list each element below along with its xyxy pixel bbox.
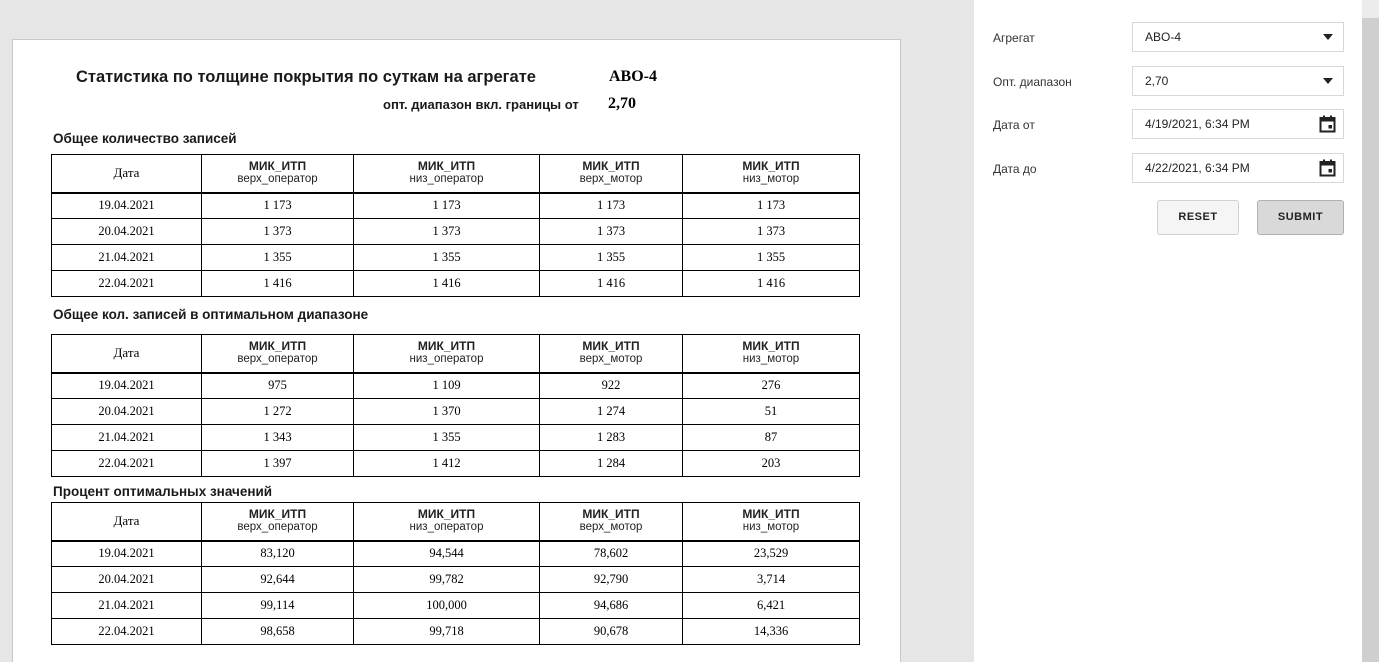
- cell-date: 20.04.2021: [52, 399, 202, 425]
- cell-value: 23,529: [683, 541, 860, 567]
- col-header: МИК_ИТП верх_оператор: [202, 335, 354, 373]
- cell-value: 1 343: [202, 425, 354, 451]
- date-from-label: Дата от: [993, 118, 1035, 132]
- col-header: МИК_ИТП верх_мотор: [540, 155, 683, 193]
- cell-value: 1 373: [354, 219, 540, 245]
- col-header: МИК_ИТП верх_мотор: [540, 503, 683, 541]
- table-header-row: [52, 503, 860, 541]
- cell-value: 3,714: [683, 567, 860, 593]
- cell-value: 78,602: [540, 541, 683, 567]
- col-header: МИК_ИТП низ_мотор: [683, 503, 860, 541]
- cell-value: 1 173: [683, 193, 860, 219]
- table-row: [52, 619, 860, 645]
- cell-value: 1 355: [354, 425, 540, 451]
- cell-date: 22.04.2021: [52, 271, 202, 297]
- col-header: МИК_ИТП верх_оператор: [202, 503, 354, 541]
- table-header-row: [52, 155, 860, 193]
- table-row: [52, 245, 860, 271]
- cell-value: 1 370: [354, 399, 540, 425]
- cell-value: 276: [683, 373, 860, 399]
- table-row: [52, 271, 860, 297]
- report-subtitle: опт. диапазон вкл. границы от: [383, 97, 579, 112]
- cell-date: 19.04.2021: [52, 373, 202, 399]
- col-header: МИК_ИТП низ_оператор: [354, 155, 540, 193]
- cell-value: 99,782: [354, 567, 540, 593]
- report-aggregate: ABO-4: [609, 68, 657, 85]
- cell-value: 1 373: [540, 219, 683, 245]
- cell-date: 22.04.2021: [52, 451, 202, 477]
- table-row: [52, 373, 860, 399]
- cell-date: 22.04.2021: [52, 619, 202, 645]
- cell-date: 19.04.2021: [52, 541, 202, 567]
- cell-value: 1 373: [202, 219, 354, 245]
- cell-value: 1 412: [354, 451, 540, 477]
- cell-value: 1 272: [202, 399, 354, 425]
- col-header-date: Дата: [52, 503, 202, 541]
- cell-value: 98,658: [202, 619, 354, 645]
- col-header: МИК_ИТП низ_мотор: [683, 335, 860, 373]
- cell-value: 203: [683, 451, 860, 477]
- records-optimal-table: [51, 334, 860, 477]
- calendar-icon[interactable]: [1319, 115, 1336, 133]
- cell-date: 21.04.2021: [52, 245, 202, 271]
- chevron-down-icon: [1323, 78, 1333, 84]
- range-select[interactable]: [1132, 66, 1344, 96]
- cell-date: 21.04.2021: [52, 425, 202, 451]
- scrollbar-thumb[interactable]: [1362, 18, 1379, 662]
- cell-value: 1 416: [202, 271, 354, 297]
- table-row: [52, 451, 860, 477]
- aggregate-label: Агрегат: [993, 31, 1035, 45]
- cell-value: 1 355: [540, 245, 683, 271]
- aggregate-select[interactable]: [1132, 22, 1344, 52]
- date-to-label: Дата до: [993, 162, 1037, 176]
- report-page: [12, 39, 901, 662]
- section-title: Общее количество записей: [53, 131, 237, 146]
- cell-value: 1 416: [354, 271, 540, 297]
- cell-value: 92,644: [202, 567, 354, 593]
- chevron-down-icon: [1323, 34, 1333, 40]
- cell-value: 1 355: [354, 245, 540, 271]
- cell-value: 922: [540, 373, 683, 399]
- table-row: [52, 425, 860, 451]
- cell-value: 1 284: [540, 451, 683, 477]
- col-header: МИК_ИТП верх_мотор: [540, 335, 683, 373]
- aggregate-select-value: ABO-4: [1145, 30, 1182, 44]
- cell-value: 1 355: [683, 245, 860, 271]
- cell-value: 100,000: [354, 593, 540, 619]
- range-label: Опт. диапазон: [993, 75, 1072, 89]
- col-header: МИК_ИТП низ_оператор: [354, 335, 540, 373]
- cell-date: 19.04.2021: [52, 193, 202, 219]
- table-row: [52, 219, 860, 245]
- cell-value: 6,421: [683, 593, 860, 619]
- cell-value: 1 397: [202, 451, 354, 477]
- section-title: Процент оптимальных значений: [53, 484, 273, 499]
- col-header: МИК_ИТП верх_оператор: [202, 155, 354, 193]
- cell-value: 14,336: [683, 619, 860, 645]
- cell-value: 94,544: [354, 541, 540, 567]
- filter-panel: [974, 0, 1362, 662]
- date-from-input[interactable]: [1132, 109, 1344, 139]
- cell-value: 1 416: [683, 271, 860, 297]
- cell-date: 21.04.2021: [52, 593, 202, 619]
- col-header-date: Дата: [52, 335, 202, 373]
- col-header: МИК_ИТП низ_мотор: [683, 155, 860, 193]
- cell-value: 92,790: [540, 567, 683, 593]
- cell-value: 1 173: [540, 193, 683, 219]
- report-range-value: 2,70: [608, 95, 636, 112]
- date-to-input[interactable]: [1132, 153, 1344, 183]
- cell-value: 975: [202, 373, 354, 399]
- col-header: МИК_ИТП низ_оператор: [354, 503, 540, 541]
- cell-value: 1 173: [354, 193, 540, 219]
- calendar-icon[interactable]: [1319, 159, 1336, 177]
- table-header-row: [52, 335, 860, 373]
- cell-value: 83,120: [202, 541, 354, 567]
- cell-value: 94,686: [540, 593, 683, 619]
- optimal-percent-table: [51, 502, 860, 645]
- range-select-value: 2,70: [1145, 74, 1169, 88]
- submit-button[interactable]: SUBMIT: [1257, 200, 1344, 235]
- report-title: Статистика по толщине покрытия по суткам на агрегате: [76, 68, 536, 86]
- cell-value: 51: [683, 399, 860, 425]
- table-row: [52, 567, 860, 593]
- cell-value: 1 416: [540, 271, 683, 297]
- cell-value: 99,114: [202, 593, 354, 619]
- table-row: [52, 399, 860, 425]
- cell-value: 1 355: [202, 245, 354, 271]
- cell-value: 1 373: [683, 219, 860, 245]
- cell-value: 1 283: [540, 425, 683, 451]
- records-total-table: [51, 154, 860, 297]
- cell-value: 99,718: [354, 619, 540, 645]
- cell-date: 20.04.2021: [52, 567, 202, 593]
- cell-value: 1 274: [540, 399, 683, 425]
- cell-value: 1 109: [354, 373, 540, 399]
- table-row: [52, 593, 860, 619]
- date-from-value: 4/19/2021, 6:34 PM: [1145, 117, 1250, 131]
- table-row: [52, 541, 860, 567]
- cell-value: 1 173: [202, 193, 354, 219]
- reset-button[interactable]: RESET: [1157, 200, 1239, 235]
- cell-value: 90,678: [540, 619, 683, 645]
- col-header-date: Дата: [52, 155, 202, 193]
- section-title: Общее кол. записей в оптимальном диапазоне: [53, 307, 369, 322]
- table-row: [52, 193, 860, 219]
- date-to-value: 4/22/2021, 6:34 PM: [1145, 161, 1250, 175]
- cell-value: 87: [683, 425, 860, 451]
- cell-date: 20.04.2021: [52, 219, 202, 245]
